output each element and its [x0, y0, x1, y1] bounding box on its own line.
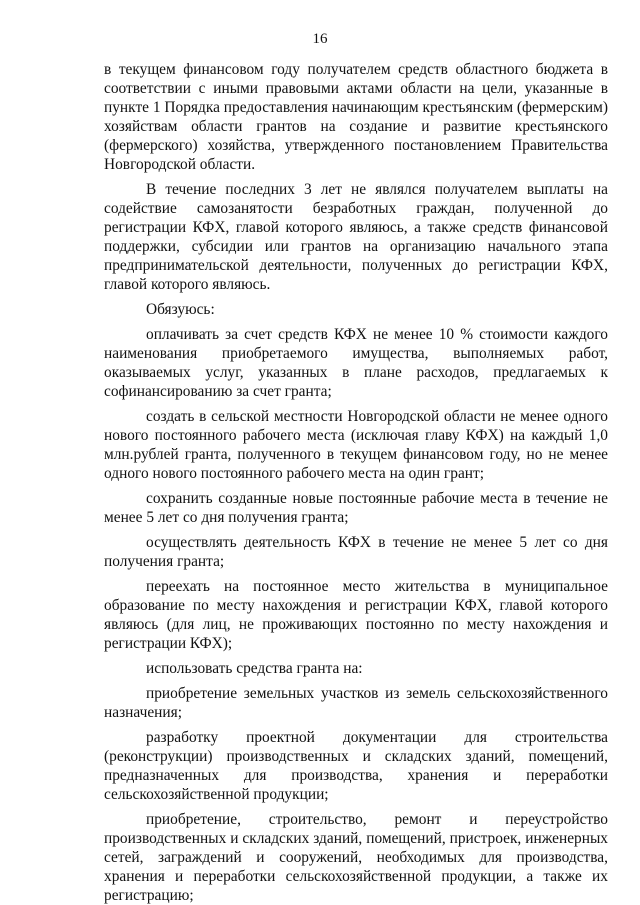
paragraph-use-grant-heading: использовать средства гранта на: [146, 660, 363, 677]
paragraph-no-prior-support: В течение последних 3 лет не являлся получателем выплаты на содействие самозанятости безработных граждан, полученной до регистрации КФХ, главой которого являюсь, а также средств финансовой поддержки, субсидии или грантов на организацию начального этапа предпринимательской деятельности, полученных до регистрации КФХ, главой которого являюсь. [104, 181, 608, 293]
paragraph-land-purchase: приобретение земельных участков из земель сельскохозяйственного назначения; [104, 685, 608, 721]
document-body [104, 60, 608, 905]
paragraph-obligations-heading: Обязуюсь: [146, 301, 215, 318]
paragraph-construction: приобретение, строительство, ремонт и переустройство производственных и складских зданий, помещений, пристроек, инженерных сетей, заграждений и сооружений, необходимых для производства, хранения и переработки сельскохозяйственной продукции, а также их регистрацию; [104, 811, 608, 904]
paragraph-keep-jobs: сохранить созданные новые постоянные рабочие места в течение не менее 5 лет со дня получения гранта; [104, 490, 608, 526]
paragraph-project-docs: разработку проектной документации для строительства (реконструкции) производственных и складских зданий, помещений, предназначенных для производства, хранения и переработки сельскохозяйственной продукции; [104, 729, 608, 803]
paragraph-recipient-status: в текущем финансовом году получателем средств областного бюджета в соответствии с иными правовыми актами области на цели, указанные в пункте 1 Порядка предоставления начинающим крестьянским (фермерским) хозяйствам области грантов на создание и развитие крестьянского (фермерского) хозяйства, утвержденного постановлением Правительства Новгородской области. [104, 61, 608, 173]
page-number: 16 [312, 31, 328, 47]
paragraph-cofinancing: оплачивать за счет средств КФХ не менее 10 % стоимости каждого наименования приобретаемого имущества, выполняемых работ, оказываемых услуг, указанных в плане расходов, предлагаемых к софинансированию за счет гранта; [104, 326, 608, 400]
paragraph-operate-kfh: осуществлять деятельность КФХ в течение не менее 5 лет со дня получения гранта; [104, 534, 608, 570]
paragraph-relocate: переехать на постоянное место жительства в муниципальное образование по месту нахождения и регистрации КФХ, главой которого являюсь (для лиц, не проживающих постоянно по месту нахождения и регистрации КФХ); [104, 578, 608, 652]
paragraph-create-jobs: создать в сельской местности Новгородской области не менее одного нового постоянного рабочего места (исключая главу КФХ) на каждый 1,0 млн.рублей гранта, полученного в текущем финансовом году, но не менее одного нового постоянного рабочего места на один грант; [104, 408, 608, 482]
